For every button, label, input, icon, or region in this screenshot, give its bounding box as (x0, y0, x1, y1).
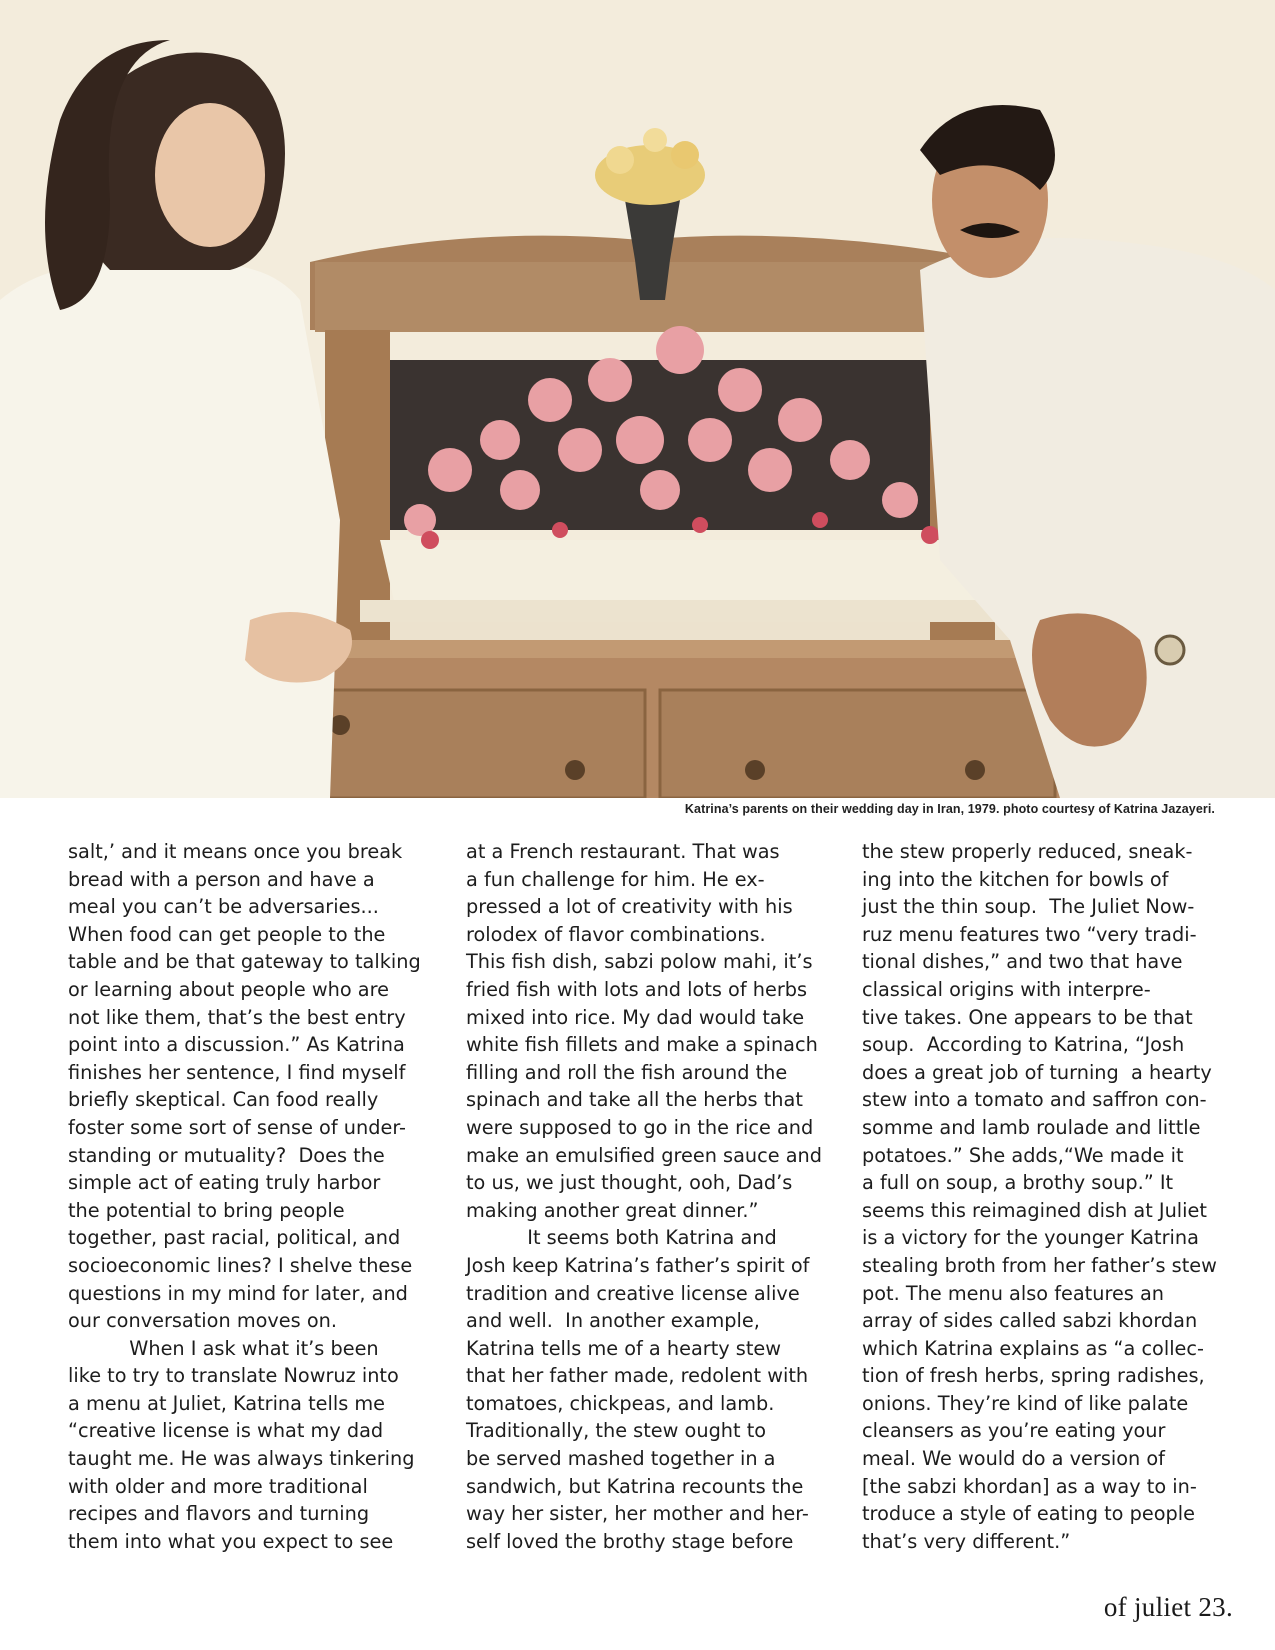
article-line: rolodex of flavor combinations. (466, 922, 766, 946)
article-line: [the sabzi khordan] as a way to in- (862, 1474, 1197, 1498)
article-line: Traditionally, the stew ought to (466, 1419, 767, 1443)
article-line: tive takes. One appears to be that (862, 1005, 1193, 1029)
article-line: taught me. He was always tinkering (68, 1447, 415, 1471)
article-line: sandwich, but Katrina recounts the (466, 1474, 804, 1498)
article-line: way her sister, her mother and her- (466, 1502, 809, 1526)
article-line: pressed a lot of creativity with his (466, 895, 793, 919)
article-line: and well. In another example, (466, 1309, 760, 1333)
article-line: like to try to translate Nowruz into (68, 1364, 399, 1388)
article-line: seems this reimagined dish at Juliet (862, 1198, 1207, 1222)
article-line: or learning about people who are (68, 977, 389, 1001)
article-line: a full on soup, a brothy soup.” It (862, 1171, 1174, 1195)
article-line: tional dishes,” and two that have (862, 950, 1183, 974)
article-line: foster some sort of sense of under- (68, 1115, 406, 1139)
article-line: a fun challenge for him. He ex- (466, 867, 765, 891)
article-line: tomatoes, chickpeas, and lamb. (466, 1391, 775, 1415)
article-line: somme and lamb roulade and little (862, 1115, 1201, 1139)
article-line: array of sides called sabzi khordan (862, 1309, 1198, 1333)
article-line: make an emulsified green sauce and (466, 1143, 822, 1167)
article-line: socioeconomic lines? I shelve these (68, 1253, 413, 1277)
article-line: spinach and take all the herbs that (466, 1088, 803, 1112)
article-line: that’s very different.” (862, 1529, 1071, 1553)
article-line: meal you can’t be adversaries... (68, 895, 379, 919)
article-line: It seems both Katrina and (466, 1226, 777, 1250)
article-line: mixed into rice. My dad would take (466, 1005, 805, 1029)
photo-caption: Katrina’s parents on their wedding day in Iran, 1979. photo courtesy of Katrina Jazayeri. (684, 802, 1215, 816)
article-line: does a great job of turning a hearty (862, 1060, 1212, 1084)
article-line: which Katrina explains as “a collec- (862, 1336, 1204, 1360)
article-line: just the thin soup. The Juliet Now- (862, 895, 1195, 919)
article-line: the stew properly reduced, sneak- (862, 840, 1193, 863)
article-line: fried fish with lots and lots of herbs (466, 977, 808, 1001)
article-line: the potential to bring people (68, 1198, 345, 1222)
article-line: stew into a tomato and saffron con- (862, 1088, 1207, 1112)
article-line: classical origins with interpre- (862, 977, 1151, 1001)
article-line: at a French restaurant. That was (466, 840, 780, 863)
article-line: ing into the kitchen for bowls of (862, 867, 1169, 891)
article-line: with older and more traditional (68, 1474, 368, 1498)
article-line: troduce a style of eating to people (862, 1502, 1195, 1526)
article-line: salt,’ and it means once you break (68, 840, 403, 863)
article-line: that her father made, redolent with (466, 1364, 809, 1388)
article-line: recipes and flavors and turning (68, 1502, 370, 1526)
article-line: self loved the brothy stage before (466, 1529, 794, 1553)
wedding-photo-illustration (0, 0, 1275, 798)
article-line: were supposed to go in the rice and (466, 1115, 814, 1139)
article-line: potatoes.” She adds,“We made it (862, 1143, 1184, 1167)
article-line: onions. They’re kind of like palate (862, 1391, 1189, 1415)
article-line: questions in my mind for later, and (68, 1281, 408, 1305)
article-column-2 (466, 838, 822, 1555)
article-line: is a victory for the younger Katrina (862, 1226, 1199, 1250)
article-column-3 (862, 838, 1217, 1555)
article-line: finishes her sentence, I find myself (68, 1060, 406, 1084)
article-line: simple act of eating truly harbor (68, 1171, 381, 1195)
article-line: soup. According to Katrina, “Josh (862, 1033, 1185, 1057)
article-line: meal. We would do a version of (862, 1447, 1165, 1471)
article-line: standing or mutuality? Does the (68, 1143, 385, 1167)
article-line: pot. The menu also features an (862, 1281, 1165, 1305)
article-line: them into what you expect to see (68, 1529, 394, 1553)
article-line: When food can get people to the (68, 922, 386, 946)
article-line: together, past racial, political, and (68, 1226, 401, 1250)
article-line: bread with a person and have a (68, 867, 375, 891)
article-line: tradition and creative license alive (466, 1281, 800, 1305)
article-line: ruz menu features two “very tradi- (862, 922, 1197, 946)
article-line: cleansers as you’re eating your (862, 1419, 1166, 1443)
article-line: stealing broth from her father’s stew (862, 1253, 1217, 1277)
article-line: a menu at Juliet, Katrina tells me (68, 1391, 386, 1415)
article-line: filling and roll the fish around the (466, 1060, 788, 1084)
article-line: This fish dish, sabzi polow mahi, it’s (466, 950, 813, 974)
article-line: Katrina tells me of a hearty stew (466, 1336, 782, 1360)
article-line: making another great dinner.” (466, 1198, 759, 1222)
article-column-1 (68, 838, 420, 1555)
page-folio: of juliet 23. (1103, 1592, 1233, 1622)
article-line: not like them, that’s the best entry (68, 1005, 406, 1029)
article-line: white fish fillets and make a spinach (466, 1033, 818, 1057)
article-line: point into a discussion.” As Katrina (68, 1033, 405, 1057)
article-line: to us, we just thought, ooh, Dad’s (466, 1171, 793, 1195)
article-line: briefly skeptical. Can food really (68, 1088, 379, 1112)
article-line: When I ask what it’s been (68, 1336, 379, 1360)
article-line: “creative license is what my dad (68, 1419, 384, 1443)
article-line: our conversation moves on. (68, 1309, 337, 1333)
article-line: tion of fresh herbs, spring radishes, (862, 1364, 1205, 1388)
article-line: Josh keep Katrina’s father’s spirit of (466, 1253, 810, 1277)
article-line: be served mashed together in a (466, 1447, 776, 1471)
wedding-photo (0, 0, 1275, 798)
article-line: table and be that gateway to talking (68, 950, 421, 974)
